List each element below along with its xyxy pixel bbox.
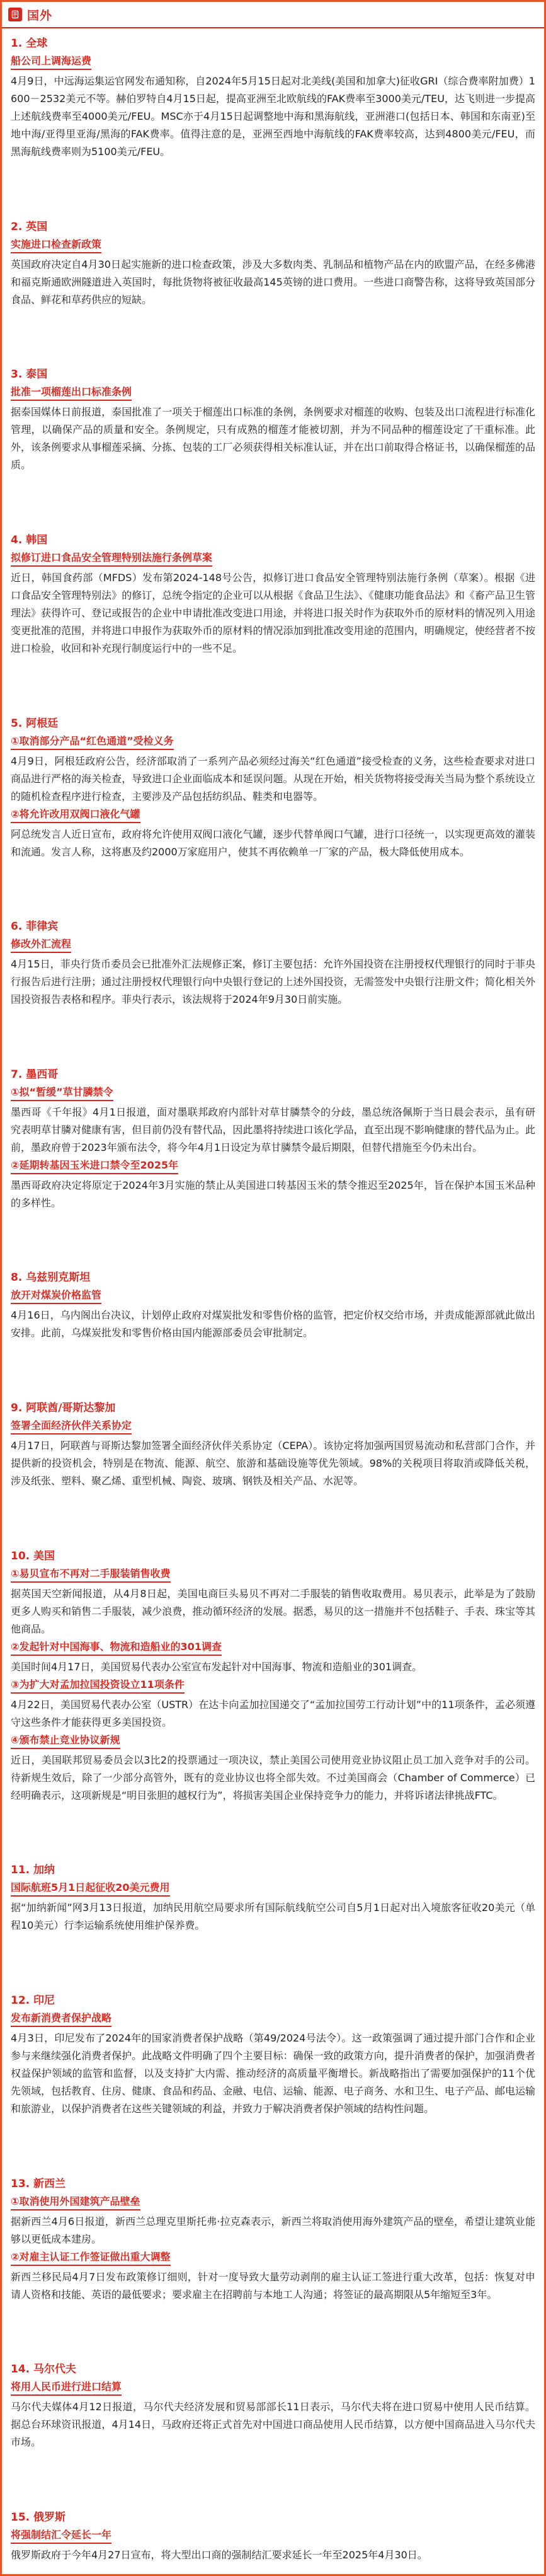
news-headline: ②对雇主认证工作签证做出重大调整 (11, 2250, 171, 2266)
section-philippines (11, 918, 535, 1008)
news-body: 俄罗斯政府于今年4月27日宣布，将大型出口商的强制结汇要求延长一年至2025年4月30日。 (11, 2548, 428, 2561)
section-new-zealand (11, 2175, 535, 2304)
section-heading: 15. 俄罗斯 (11, 2510, 66, 2524)
section-maldives (11, 2360, 535, 2451)
section-uae-costa-rica (11, 1399, 535, 1490)
news-headline: ④颁布禁止竞业协议新规 (11, 1733, 120, 1749)
section-uzbekistan (11, 1269, 535, 1342)
news-item (11, 1880, 535, 1934)
section-mexico (11, 1066, 535, 1212)
section-heading: 6. 菲律宾 (11, 920, 59, 933)
news-body: 据英国天空新闻报道，从4月8日起，美国电商巨头易贝不再对二手服装的销售收取费用。易贝表示，此举是为了鼓励更多人购买和销售二手服装，减少浪费，推动循环经济的发展。据悉，易贝的这一措施并不包括鞋子、手表、珠宝等其他商品。 (11, 1587, 535, 1635)
news-item (11, 807, 535, 861)
news-headline: 拟修订进口食品安全管理特别法施行条例草案 (11, 550, 212, 567)
news-item (11, 734, 535, 806)
news-item (11, 1566, 535, 1638)
news-item (11, 2527, 535, 2564)
section-usa (11, 1547, 535, 1805)
news-headline: ②发起针对中国海事、物流和造船业的301调查 (11, 1639, 222, 1656)
news-headline: ①拟“暂缓”草甘膦禁令 (11, 1085, 113, 1101)
section-heading: 7. 墨西哥 (11, 1068, 59, 1081)
news-body: 4月9日，中远海运集运官网发布通知称，自2024年5月15日起对北美线(美国和加拿大)征收GRI（综合费率附加费）1600－2532美元不等。赫伯罗特自4月15日起，提高亚洲至北欧航线的FAK费率至3000美元/TEU，达飞则进一步提高上述航线费率至4000美元/FEU。MSC亦于4月15日起调整地中海和黑海航线，亚洲港口(包括日本、韩国和东南亚)至地中海/亚得里亚海/黑海的FAK费率。值得注意的是，亚洲至西地中海航线的FAK费率较高，达到4800美元/FEU，而黑海航线费率则为5100美元/FEU。 (11, 75, 535, 158)
news-body: 据“加纳新闻”网3月13日报道，加纳民用航空局要求所有国际航线航空公司自5月1日起对出入境旅客征收20美元（单程10美元）行李运输系统使用维护保养费。 (11, 1902, 535, 1932)
news-body: 近日，美国联邦贸易委员会以3比2的投票通过一项决议，禁止美国公司使用竞业协议阻止员工加入竞争对手的公司。待新规生效后，除了一少部分高管外，既有的竞业协议也将全部失效。不过美国商会（Chamber of Commerce）已经明确表示，这项新规是“明目张胆的越权行为”，将损害美国企业保持竞争力的能力，并将诉诸法律挑战FTC。 (11, 1753, 535, 1801)
news-body: 4月17日，阿联酋与哥斯达黎加签署全面经济伙伴关系协定（CEPA）。该协定将加强两国贸易流动和私营部门合作，并提供新的投资机会，特别是在物流、能源、航空、旅游和基础设施等优先领域。98%的关税项目将取消或降低关税，涉及纸张、塑料、聚乙烯、重型机械、陶瓷、玻璃、钢铁及相关产品、水泥等。 (11, 1440, 535, 1487)
section-heading: 12. 印尼 (11, 1994, 55, 2007)
news-item (11, 54, 535, 161)
news-headline: 船公司上调海运费 (11, 54, 91, 70)
news-item (11, 2194, 535, 2248)
news-headline: ①易贝宣布不再对二手服装销售收费 (11, 1566, 171, 1583)
section-heading: 4. 韩国 (11, 533, 48, 546)
section-heading: 3. 泰国 (11, 368, 48, 381)
news-headline: 签署全面经济伙伴关系协定 (11, 1418, 132, 1435)
news-body: 墨西哥《千年报》4月1日报道，面对墨联邦政府内部针对草甘膦禁令的分歧，墨总统洛佩斯于当日晨会表示，虽有研究表明草甘膦对健康有害，但目前仍没有替代品，因此墨将持续进口该化学品，直至出现不影响健康的替代品为止。此前，墨政府曾于2023年颁布法令，将今年4月1日设定为草甘膦禁令最后期限，但替代措施至今仍未出台。 (11, 1106, 535, 1153)
news-body: 阿总统发言人近日宣布，政府将允许使用双阀口液化气罐，逐步代替单阀口气罐，进行口径统一，以实现更高效的灌装和流通。发言人称，这将惠及约2000万家庭用户，使其不再依赖单一厂家的产品，极大降低使用成本。 (11, 828, 535, 858)
news-body: 4月16日，乌内阁出台决议，计划停止政府对煤炭批发和零售价格的监管，把定价权交给市场，并责成能源部就此做出安排。此前，乌煤炭批发和零售价格由国内能源部委员会审批制定。 (11, 1309, 535, 1339)
news-item (11, 237, 535, 309)
news-headline: 批准一项榴莲出口标准条例 (11, 384, 132, 401)
section-heading: 1. 全球 (11, 37, 48, 50)
section-global (11, 35, 535, 161)
news-headline: 实施进口检查新政策 (11, 237, 101, 253)
news-item (11, 1639, 535, 1676)
news-item (11, 2011, 535, 2118)
news-list (2, 28, 544, 2574)
section-korea (11, 531, 535, 657)
section-heading: 9. 阿联酋/哥斯达黎加 (11, 1402, 116, 1415)
news-item (11, 2250, 535, 2304)
section-heading: 10. 美国 (11, 1549, 55, 1562)
section-heading: 8. 乌兹别克斯坦 (11, 1271, 91, 1285)
section-indonesia (11, 1992, 535, 2118)
news-item (11, 1288, 535, 1342)
news-body: 英国政府决定自4月30日起实施新的进口检查政策，涉及大多数肉类、乳制品和植物产品在内的欧盟产品，在经多佛港和福克斯通欧洲隧道进入英国时，每批货物将被征收最高145英镑的进口费用。一些进口商警告称，这将导致英国部分食品、鲜花和草药供应的短缺。 (11, 258, 535, 306)
news-headline: 将强制结汇令延长一年 (11, 2527, 111, 2544)
section-thailand (11, 366, 535, 474)
news-item (11, 1418, 535, 1490)
news-item (11, 2379, 535, 2451)
news-headline: 放开对煤炭价格监管 (11, 1288, 101, 1304)
news-body: 据新西兰4月6日报道，新西兰总理克里斯托弗·拉克森表示，新西兰将取消使用海外建筑产品的壁垒，希望让建筑业能够以更低成本建房。 (11, 2215, 535, 2245)
news-headline: ①取消部分产品“红色通道”受检义务 (11, 734, 174, 750)
news-headline: 修改外汇流程 (11, 937, 71, 953)
document-icon (8, 8, 22, 21)
section-heading: 11. 加纳 (11, 1864, 55, 1877)
news-headline: 发布新消费者保护战略 (11, 2011, 111, 2027)
news-body: 4月3日，印尼发布了2024年的国家消费者保护战略（第49/2024号法令）。这一政策强调了通过提升部门合作和企业参与来继续强化消费者保护。此战略文件明确了四个主要目标：确保一致的政策方向，提升消费者的保护，加强消费者权益保护领域的监管和监督，以及支持扩大内需、推动经济的高质量平衡增长。新战略指出了需要加强保护的11个优先领域，包括教育、住房、健康、食品和药品、金融、电信、运输、能源、电子商务、水和卫生、电子产品、邮电运输和旅游业，以保护消费者在这些关键领域的利益，并致力于解决消费者保护领域的结构性问题。 (11, 2032, 535, 2115)
news-body: 4月15日，菲央行货币委员会已批准外汇法规修正案，修订主要包括：允许外国投资在注册授权代理银行的同时于菲央行报告后进行注册；通过注册授权代理银行向中央银行登记的上述外国投资，无需签发中央银行注册文件；简化相关外国投资报告表格和程序。菲央行表示，该法规将于2024年9月30日前实施。 (11, 958, 535, 1006)
news-body: 马尔代夫媒体4月12日报道，马尔代夫经济发展和贸易部部长11日表示，马尔代夫将在进口贸易中使用人民币结算。据总台环球资讯报道，4月14日，马政府还将正式首先对中国进口商品使用人民币结算，以方便中国商品进入马尔代夫市场。 (11, 2401, 535, 2449)
news-body: 4月9日，阿根廷政府公告，经济部取消了一系列产品必须经过海关“红色通道”接受检查的义务，这些检查要求对进口商品进行严格的海关检查，导致进口企业面临成本和延误问题。从现在开始，相关货物将接受海关当局为整个系统设立的随机检查程序进行检查，主要涉及产品包括纺织品、鞋类和电器等。 (11, 754, 535, 802)
news-body: 墨西哥政府决定将原定于2024年3月实施的禁止从美国进口转基因玉米的禁令推迟至2025年，旨在保护本国玉米品种的多样性。 (11, 1179, 535, 1209)
news-headline: ②将允许改用双阀口液化气罐 (11, 807, 140, 823)
news-item (11, 1085, 535, 1157)
news-item (11, 550, 535, 657)
section-uk (11, 218, 535, 309)
news-body: 新西兰移民局4月7日发布政策修订细则，针对一度导致大量劳动剥削的雇主认证工签进行重大改革，包括：恢复对申请人资格和技能、英语的最低要求；要求雇主在招聘前与本地工人沟通；将签证的最高期限从5年缩短至3年。 (11, 2270, 535, 2301)
section-heading: 2. 英国 (11, 220, 48, 233)
section-heading: 14. 马尔代夫 (11, 2363, 77, 2376)
section-argentina (11, 715, 535, 861)
news-item (11, 1733, 535, 1805)
news-headline: ②延期转基因玉米进口禁令至2025年 (11, 1158, 178, 1174)
news-body: 4月22日，美国贸易代表办公室（USTR）在达卡向孟加拉国递交了“孟加拉国劳工行动计划”中的11项条件，孟必须遵守这些条件才能获得更多美国投资。 (11, 1698, 535, 1728)
news-body: 美国时间4月17日，美国贸易代表办公室宣布发起针对中国海事、物流和造船业的301调查。 (11, 1660, 423, 1673)
page-title: 国外 (27, 8, 53, 23)
news-item (11, 1158, 535, 1212)
section-ghana (11, 1861, 535, 1934)
news-headline: ③为扩大对孟加拉国投资设立11项条件 (11, 1677, 185, 1694)
news-headline: 将用人民币进行进口结算 (11, 2379, 122, 2396)
section-russia (11, 2509, 535, 2564)
section-heading: 13. 新西兰 (11, 2177, 66, 2190)
news-body: 近日，韩国食药部（MFDS）发布第2024-148号公告，拟修订进口食品安全管理特别法施行条例（草案）。根据《进口食品安全管理特别法》的修订，总统令指定的企业可以从根据《食品卫生法》、《健康功能食品法》和《畜产品卫生管理法》获得许可、登记或报告的企业中申请批准改变进口用途，并将进口报关时作为获取外币的原材料的情况列入用途变更批准的范围，并将进口申报作为获取外币的原材料的情况添加到批准改变用途的范围内，明确规定，使经营者不按进口检验，收回和补充现行制度运行中的一些不足。 (11, 571, 535, 654)
news-item (11, 937, 535, 1008)
news-headline: 国际航班5月1日起征收20美元费用 (11, 1880, 170, 1897)
section-heading: 5. 阿根廷 (11, 717, 59, 730)
news-item (11, 1677, 535, 1731)
news-headline: ①取消使用外国建筑产品壁垒 (11, 2194, 140, 2210)
bulletin-header (2, 2, 544, 28)
news-item (11, 384, 535, 474)
news-body: 据泰国媒体日前报道，泰国批准了一项关于榴莲出口标准的条例，条例要求对榴莲的收购、包装及出口流程进行标准化管理，以确保产品的质量和安全。条例规定，只有成熟的榴莲才能被切割，并为不同品种的榴莲设定了干重标准。此外，该条例要求从事榴莲采摘、分拣、包装的工厂必须获得相关标准认证，并在出口前取得合格证书，以确保榴莲的品质。 (11, 406, 535, 471)
